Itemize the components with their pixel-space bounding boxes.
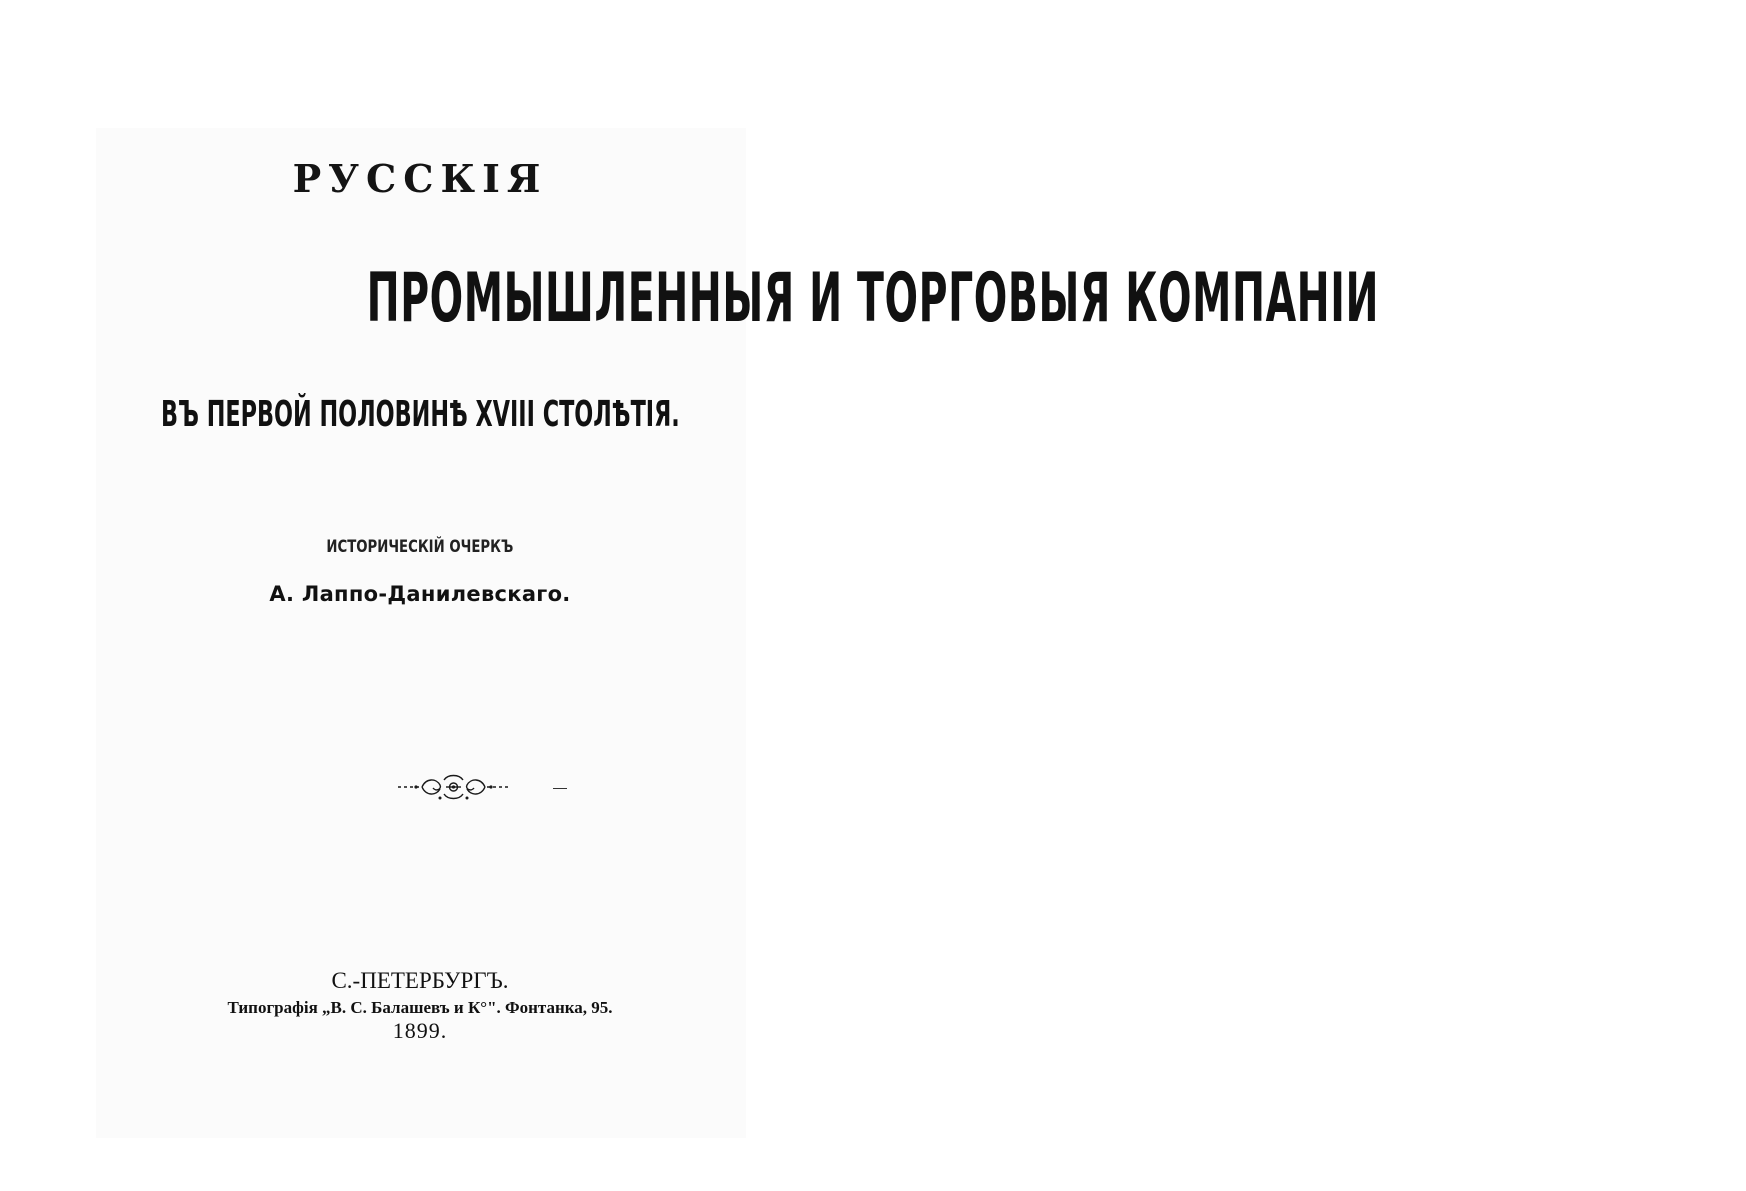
subtitle-text: ИСТОРИЧЕСКІЙ ОЧЕРКЪ <box>326 537 514 557</box>
subtitle <box>0 537 840 557</box>
title-line-2 <box>0 254 1380 344</box>
title-line-2-text: ПРОМЫШЛЕННЫЯ И ТОРГОВЫЯ КОМПАНІИ <box>366 259 1380 338</box>
imprint-year: 1899. <box>392 1018 448 1043</box>
title-line-3-text: ВЪ ПЕРВОЙ ПОЛОВИНѢ XVIII СТОЛѢТІЯ. <box>160 394 680 435</box>
title-line-3 <box>0 392 840 438</box>
imprint-printer: Типографія „В. С. Балашевъ и К°". Фонтанка, 95. <box>227 998 613 1017</box>
title-line-1: РУССКІЯ <box>292 156 548 201</box>
ornament-dash <box>553 788 567 789</box>
floral-ornament-icon <box>396 770 511 804</box>
author: А. Лаппо-Данилевскаго. <box>269 582 571 606</box>
imprint-city: С.-ПЕТЕРБУРГЪ. <box>331 968 509 993</box>
